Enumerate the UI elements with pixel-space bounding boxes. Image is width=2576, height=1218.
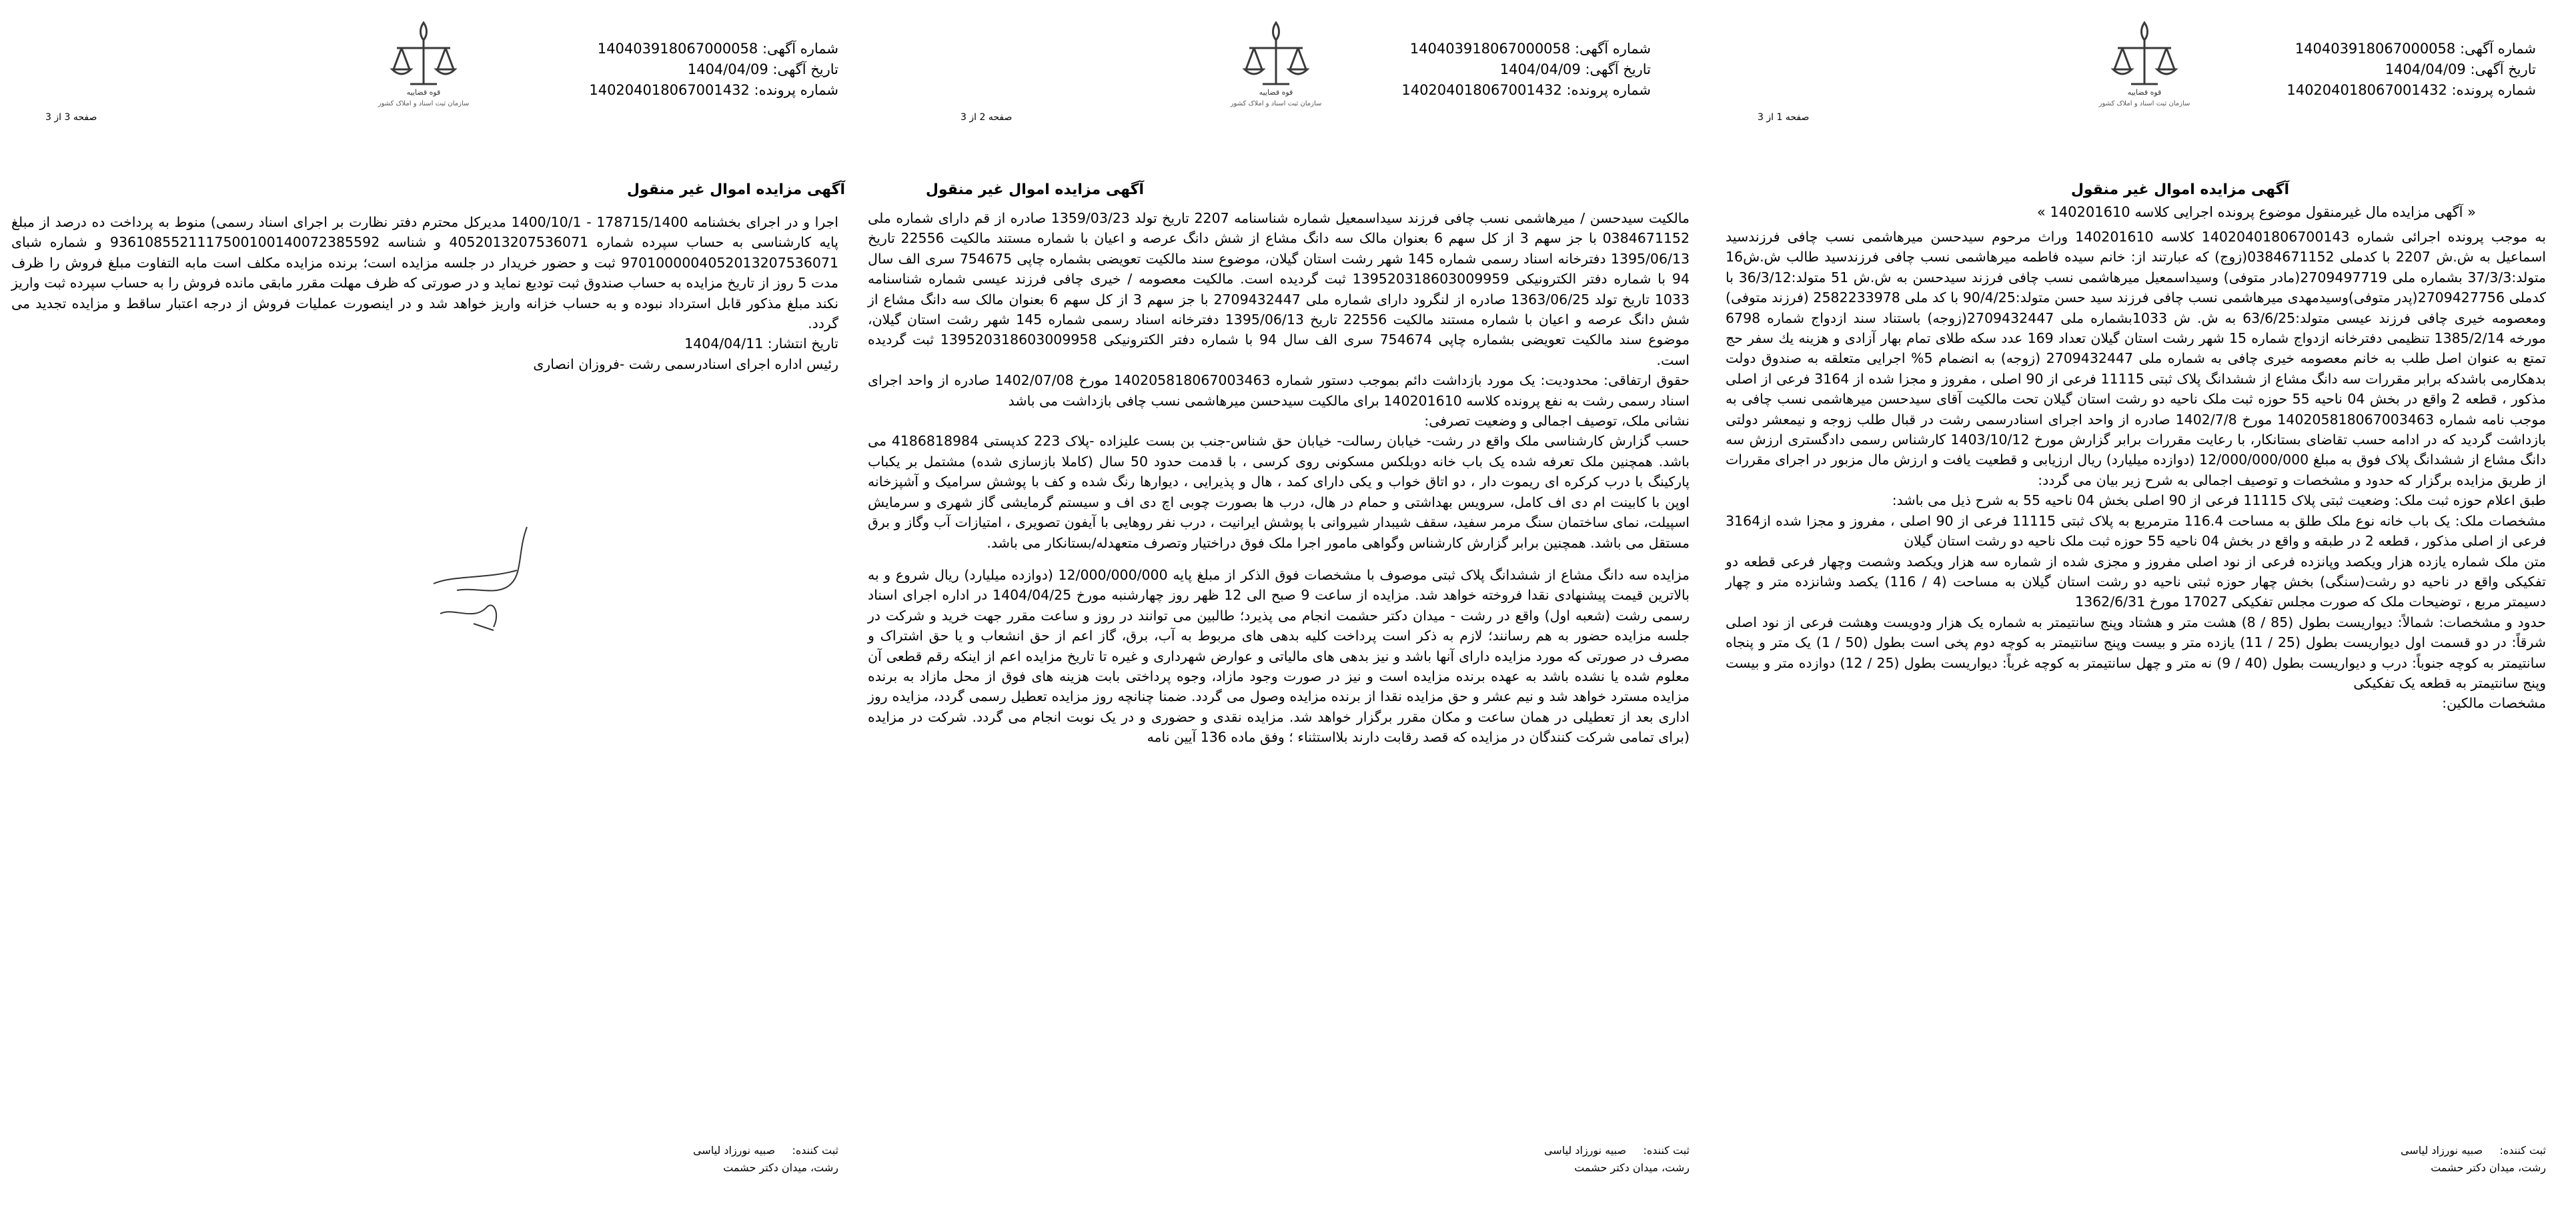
page-number: صفحه 3 از 3 [45,112,97,123]
notice-body [11,212,838,374]
notice-header-meta [1401,39,1651,101]
office-address: رشت، میدان دکتر حشمت [2431,1161,2546,1174]
body-paragraph: نشانی ملک، توصیف اجمالی و وضعیت تصرفی: [1424,413,1690,430]
office-address: رشت، میدان دکتر حشمت [1574,1161,1690,1174]
registrar-name: صبیه نورزاد لیاسی [2400,1144,2483,1157]
body-paragraph: مزایده سه دانگ مشاع از ششدانگ پلاک ثبتی موصوف با مشخصات فوق الذکر از مبلغ پایه 12/000/000/000 (دوازده میلیارد) ریال شروع و به بالاترین قیمت پیشنهادی نقدا فروخته خواهد شد. مزایده از ساعت 9 صبح الی 12 ظهر روز چهارشنبه مورخ 1404/04/25 در اداره اجرای اسناد رسمی رشت (شعبه اول) واقع در رشت - میدان دکتر حشمت انجام می پذیرد؛ طالبین می توانند در روز و ساعت مقرر جهت خرید و شرکت در جلسه مزایده حضور به هم رسانند؛ لازم به ذکر است پرداخت کلیه بدهی های مربوط به آب، برق، گاز اعم از حق انشعاب و یا حق اشتراک و مصرف در صورتی که مورد مزایده دارای آنها باشد و نیز بدهی های مالیاتی و عوارض شهرداری و غیره تا تاریخ مزایده اعم از اینکه رقم قطعی آن معلوم شده یا نشده باشد به عهده برنده مزایده است و نیز در صورت وجود مازاد، وجوه پرداختی بابت هزینه های فوق از محل مازاد به برنده مزایده مسترد خواهد شد و نیم عشر و حق مزایده نقدا از برنده مزایده وصول می گردد. ضمنا چنانچه روز مزایده تعطیل رسمی گردد، مزایده روز اداری بعد از تعطیلی در همان ساعت و مکان مقرر برگزار خواهد شد. مزایده نقدی و حضوری و در یک نوبت انجام می گردد. شرکت در مزایده (برای تمامی شرکت کنندگان در مزایده که قصد رقابت دارند بلااستثناء ؛ وفق ماده 136 آیین نامه [868,566,1690,746]
body-paragraph: متن ملک شماره یازده هزار ویکصد وپانزده فرعی از نود اصلی مفروز و مجزی شده از شماره سه هزار ویکصد وشصت وچهار فرعی قطعه دو تفکیکی واقع در ناحیه دو رشت(سنگی) بخش چهار حوزه ثبتی ناحیه دو رشت استان گیلان به مساحت (4 / 116) یکصد وشانزده متر و چهار دسیمتر مربع ، توضیحات ملک که صورت مجلس تفکیکی 17027 مورخ 1362/6/31 [1726,553,2546,610]
signature-stamp-icon [394,514,560,640]
file-number: شماره پرونده: 140204018067001432 [1401,82,1651,98]
svg-text:قوه قضاییه: قوه قضاییه [406,88,441,97]
ad-number: شماره آگهی: 140403918067000058 [2295,41,2536,57]
registrar-label: ثبت کننده: [1643,1144,1690,1157]
publish-date: تاریخ انتشار: 1404/04/11 [684,336,838,352]
body-paragraph: حسب گزارش کارشناسی ملک واقع در رشت- خیابان رسالت- خیابان حق شناس-جنب بن بست علیزاده -پلاک 223 کدپستی 4186818984 می باشد. همچنین ملک تعرفه شده یک باب خانه دوبلکس مسکونی روی کرسی ، با قدمت حدود 50 سال (کاملا بازسازی شده) مشتمل بر یکباب پارکینگ با درب کرکره ای ریموت دار ، دو اتاق خواب و یکی دارای کمد ، هال و پذیرایی ، دیوارها رنگ شده و کف با پوشش سرامیک و آشپزخانه اوپن با کابینت ام دی اف کامل، سرویس بهداشتی و حمام در هال، درب ها بصورت چوبی اچ دی اف و سیستم گرمایشی گاز شهری و سرمایش اسپیلت، نمای ساختمان سنگ مرمر سفید، سقف شیبدار شیروانی با پوشش ایرانیت ، درب نفر روهایی با آیفون تصویری ، امتیازات آب وگاز و برق مستقل می باشد. همچنین برابر گزارش کارشناس وگواهی مامور اجرا ملک فوق دراختیار وتصرف متعهدله/بستانکار می باشد. [868,433,1690,551]
file-number: شماره پرونده: 140204018067001432 [589,82,838,98]
notice-header-meta [2287,39,2536,101]
office-chief: رئیس اداره اجرای اسنادرسمی رشت -فروزان انصاری [533,356,838,372]
ad-number: شماره آگهی: 140403918067000058 [1409,41,1651,57]
registrar-label: ثبت کننده: [792,1144,838,1157]
svg-text:سازمان ثبت اسناد و املاک کشور: سازمان ثبت اسناد و املاک کشور [1230,100,1322,107]
body-paragraph: حدود و مشخصات: شمالاً: دیواریست بطول (85 / 8) هشت متر و هشتاد وپنج سانتیمتر به شماره یک هزار ودویست وهشت فرعی از نود اصلی شرقاً: در دو قسمت اول دیواریست بطول (25 / 11) یازده متر و بیست وپنج سانتیمتر به کوچه دوم پخی است بطول (50 / 1) یک متر و پنجاه سانتیمتر به کوچه جنوباً: درب و دیواریست بطول (40 / 9) نه متر و چهل سانتیمتر به کوچه غرباً: دیواریست بطول (25 / 12) دوازده متر و بیست وپنج سانتیمتر به قطعه یک تفکیکی [1726,614,2546,691]
notice-title: آگهی مزایده اموال غیر منقول [626,181,845,198]
file-number: شماره پرونده: 140204018067001432 [2287,82,2536,98]
body-paragraph: اجرا و در اجرای بخشنامه 178715/1400 - 1400/10/1 مدیرکل محترم دفتر نظارت بر اجرای اسناد رسمی) منوط به پرداخت ده درصد از مبلغ پایه کارشناسی به حساب سپرده شماره 4052013207536071 و شناسه 9361085521117500100140072385592 و شماره شبای 9701000004052013207536071 ثبت و حضور خریدار در جلسه مزایده است؛ برنده مزایده مکلف است مابه التفاوت مبلغ فروش را ظرف مدت 5 روز از تاریخ مزایده به حساب صندوق ثبت تودیع نماید و در صورتی که ظرف مهلت مقرر مابقی مانده فروش را به حساب سپرده ثبت واریز نکند مبلغ مذکور قابل استرداد نبوده و به حساب خزانه واریز خواهد شد و در اینصورت عملیات فروش از درجه اعتبار ساقط و مزایده تجدید می گردد. [11,214,838,332]
page-number: صفحه 1 از 3 [1758,112,1810,123]
body-paragraph: حقوق ارتفاقی: محدودیت: یک مورد بازداشت دائم بموجب دستور شماره 140205818067003463 مورخ 1402/07/08 صادره از واحد اجرای اسناد رسمی رشت به نفع پرونده کلاسه 140201610 برای مالکیت سیدحسن میرهاشمی نسب چافی بازداشت می باشد [868,372,1690,409]
svg-text:قوه قضاییه: قوه قضاییه [1259,88,1293,97]
ad-date: تاریخ آگهی: 1404/04/09 [687,61,838,77]
judiciary-emblem-icon [374,9,474,109]
registrar-label: ثبت کننده: [2499,1144,2546,1157]
ad-date: تاریخ آگهی: 1404/04/09 [1499,61,1651,77]
notice-subtitle: « آگهی مزایده مال غیرمنقول موضوع پرونده اجرایی کلاسه 140201610 » [2036,204,2476,220]
notice-page-2 [859,0,1718,1218]
notice-footer [1544,1142,1690,1177]
notice-page-1 [1718,0,2576,1218]
body-paragraph: مشخصات مالکین: [2442,695,2546,712]
office-address: رشت، میدان دکتر حشمت [723,1161,838,1174]
notice-page-3 [0,0,858,1218]
judiciary-emblem-icon [1226,9,1326,109]
svg-text:سازمان ثبت اسناد و املاک کشور: سازمان ثبت اسناد و املاک کشور [2098,100,2190,107]
judiciary-emblem-icon [2094,9,2194,109]
registrar-name: صبیه نورزاد لیاسی [1543,1144,1627,1157]
svg-text:سازمان ثبت اسناد و املاک کشور: سازمان ثبت اسناد و املاک کشور [378,100,470,107]
registrar-name: صبیه نورزاد لیاسی [692,1144,776,1157]
svg-text:قوه قضاییه: قوه قضاییه [2127,88,2162,97]
notice-title: آگهی مزایده اموال غیر منقول [925,181,1144,198]
ad-date: تاریخ آگهی: 1404/04/09 [2385,61,2536,77]
notice-footer [2401,1142,2546,1177]
body-paragraph: طبق اعلام حوزه ثبت ملک: وضعیت ثبتی پلاک 11115 فرعی از 90 اصلی بخش 04 ناحیه 55 به شرح ذیل می باشد: [1892,492,2546,509]
body-paragraph: مالکیت سیدحسن / میرهاشمی نسب چافی فرزند سیداسمعیل شماره شناسنامه 2207 تاریخ تولد 1359/03/23 صادره از قم دارای شماره ملی 0384671152 با جز سهم 3 از کل سهم 6 بعنوان مالک سه دانگ مشاع از شش دانگ عرصه و اعیان با شماره مستند مالکیت 22556 تاریخ 1395/06/13 دفترخانه اسناد رسمی شماره 145 شهر رشت استان گیلان، موضوع سند مالکیت تعویضی بشماره چاپی 754675 سری الف سال 94 با شماره دفتر الکترونیکی 139520318603009959 ثبت گردیده است. مالکیت معصومه / خیری چافی فرزند عیسی شماره شناسنامه 1033 تاریخ تولد 1363/06/25 صادره از لنگرود دارای شماره ملی 2709432447 با جز سهم 3 از کل سهم 6 بعنوان مالک سه دانگ مشاع از شش دانگ عرصه و اعیان با شماره مستند مالکیت 22556 تاریخ 1395/06/13 دفترخانه اسناد رسمی شماره 145 شهر رشت استان گیلان، موضوع سند مالکیت تعویضی بشماره چاپی 754674 سری الف سال 94 با شماره دفتر الکترونیکی 139520318603009958 ثبت گردیده است. [868,210,1690,368]
notice-body [1726,227,2546,714]
ad-number: شماره آگهی: 140403918067000058 [597,41,838,57]
notice-body [868,208,1690,748]
notice-header-meta [589,39,838,101]
notice-title: آگهی مزایده اموال غیر منقول [2070,181,2289,198]
page-number: صفحه 2 از 3 [960,112,1013,123]
body-paragraph: به موجب پرونده اجرائی شماره 14020401806700143 کلاسه 140201610 وراث مرحوم سیدحسن میرهاشمی نسب چافی فرزندسید اسماعیل به ش.ش 2207 با کدملی 0384671152(زوج) که عبارتند از: خانم سیده فاطمه میرهاشمی نسب چافی فرزندسید طالب ش.ش16 متولد:37/3/3 بشماره ملی 2709497719(مادر متوفی) وسیداسمعیل میرهاشمی نسب چافی فرزند سیدحسن به ش.ش 51 متولد:36/3/12 با کدملی 2709427756(پدر متوفی)وسیدمهدی میرهاشمی نسب چافی فرزند سید حسن متولد:90/4/25 با کد ملی 2582233978 (فرزند متوفی) ومعصومه خیری چافی فرزند عیسی متولد:63/6/25 به ش. ش 1033بشماره ملی 2709432447(زوجه) باستناد سند ازدواج شماره 6798 مورخه 1385/2/14 تنظیمی دفترخانه ازدواج شماره 15 شهر رشت استان گیلان تعداد 169 عدد سکه طلای تمام بهار آزادی و هزینه یك سفر حج تمتع به عنوان اصل طلب به خانم معصومه خیری چافی به شماره ملی 2709432447 (زوجه) به انضمام 5% اجرایی متعلقه به صندوق دولت بدهکارمی باشدکه برابر مقررات سه دانگ مشاع از ششدانگ پلاک ثبتی 11115 فرعی از 90 اصلی ، مفروز و مجزا شده از 3164 فرعی از اصلی مذکور ، قطعه 2 واقع در بخش 04 ناحیه 55 حوزه ثبت ملک ناحیه دو رشت استان گیلان تحت مالکیت آقای سیدحسن میرهاشمی نسب چافی به موجب نامه شماره 140205818067003463 مورخ 1402/7/8 صادره از واحد اجرای اسنادرسمی رشت در قبال طلب زوجه و نیمعشر دولتی بازداشت گردید که در ادامه حسب تقاضای بستانکار، با رعایت مقررات برابر گزارش مورخ 1403/10/12 کارشناس رسمی دادگستری ارزش سه دانگ مشاع از ششدانگ پلاک فوق به مبلغ 12/000/000/000 (دوازده میلیارد) ریال ارزیابی و قطعیت یافت و ارزش مال مزبور در اجرای مقررات از طریق مزایده برگزار که حدود و مشخصات و توصیف اجمالی به شرح زیر بیان می گردد: [1726,229,2547,488]
body-paragraph: مشخصات ملک: یک باب خانه نوع ملک طلق به مساحت 116.4 مترمربع به پلاک ثبتی 11115 فرعی از 90 اصلی ، مفروز و مجزا شده از3164 فرعی از اصلی مذکور ، قطعه 2 در طبقه و واقع در بخش 04 ناحیه 55 حوزه ثبت ملک ناحیه دو رشت استان گیلان [1726,512,2546,550]
notice-footer [693,1142,838,1177]
